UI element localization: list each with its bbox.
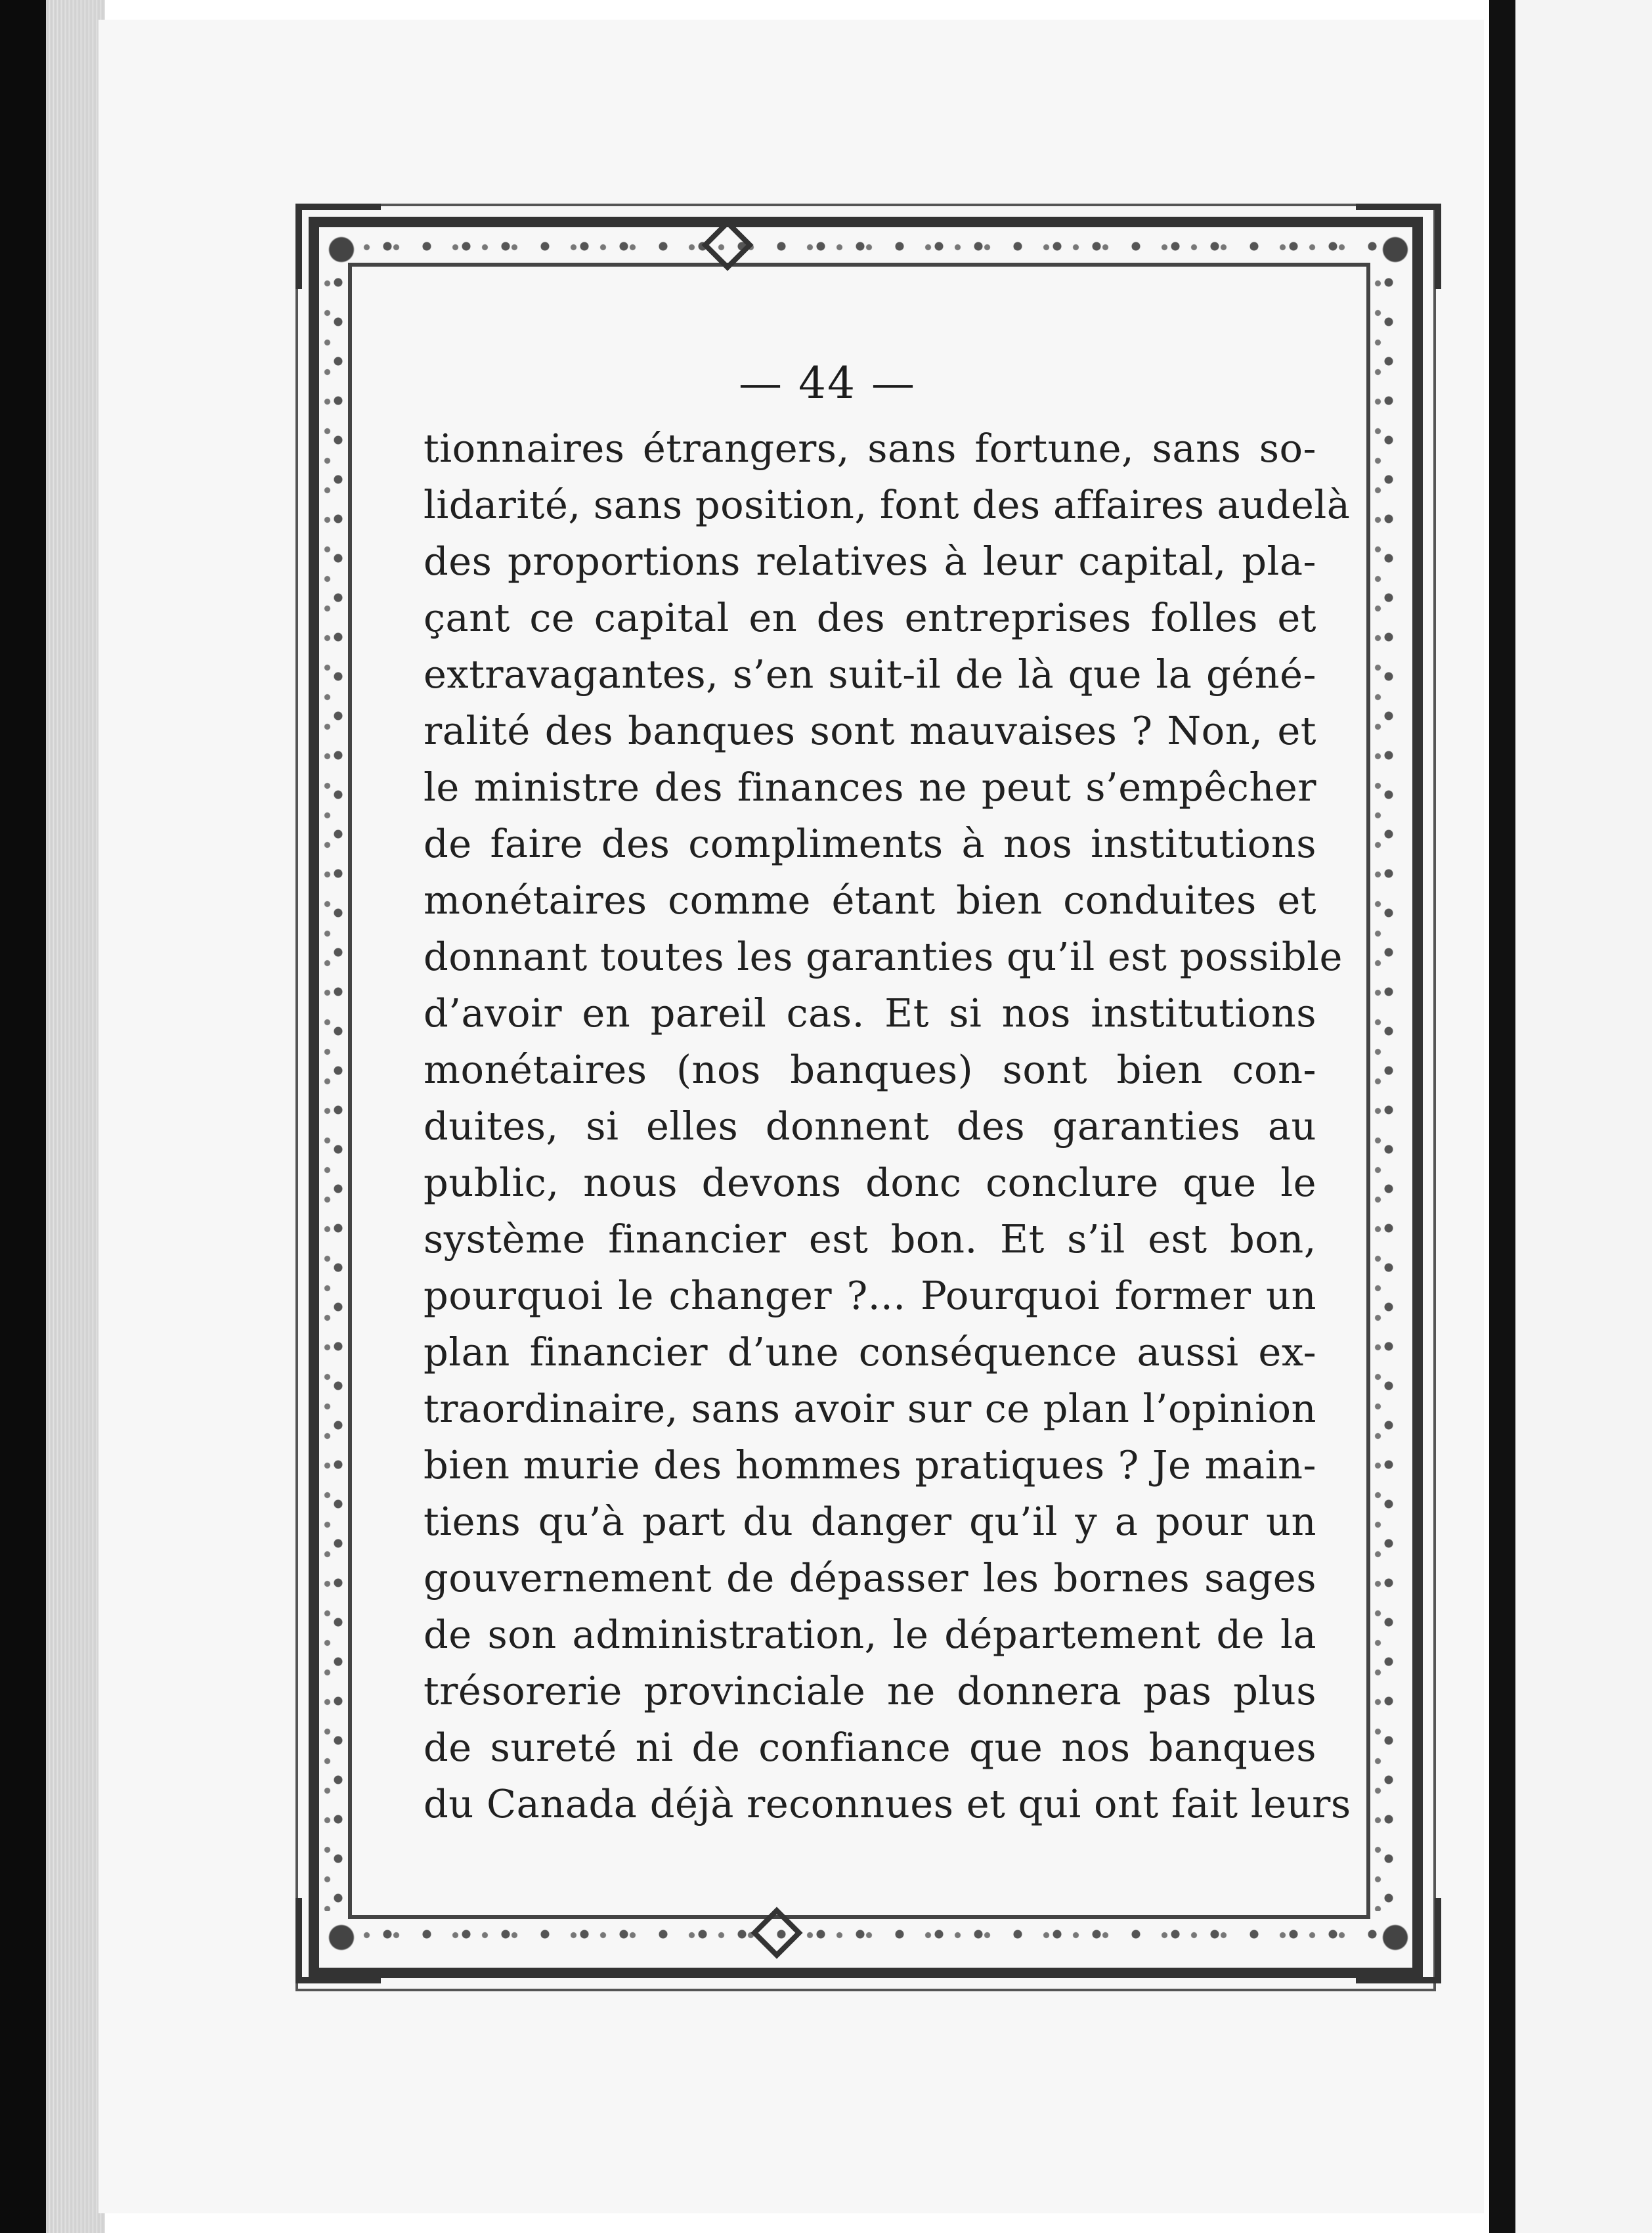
text-line: duites, si elles donnent des garanties au — [424, 1103, 1316, 1149]
text-line: plan financier d’une conséquence aussi ex- — [424, 1329, 1316, 1375]
frame-corner-bottom-right — [1356, 1898, 1441, 1983]
text-line: de son administration, le département de la — [424, 1612, 1316, 1657]
text-line: monétaires comme étant bien conduites et — [424, 877, 1316, 923]
page-number: — 44 — — [739, 358, 916, 409]
page-stack-edges — [46, 0, 105, 2233]
text-line: trésorerie provinciale ne donnera pas plus — [424, 1668, 1316, 1713]
book-gutter — [1489, 0, 1515, 2233]
text-line: tiens qu’à part du danger qu’il y a pour un — [424, 1499, 1316, 1544]
facing-page — [1515, 0, 1652, 2233]
text-line: ralité des banques sont mauvaises ? Non, et — [424, 708, 1316, 753]
frame-corner-bottom-left — [295, 1898, 381, 1983]
text-line: donnant toutes les garanties qu’il est possible — [424, 934, 1343, 979]
text-line: des proportions relatives à leur capital, pla- — [424, 539, 1316, 584]
text-line: bien murie des hommes pratiques ? Je main- — [424, 1442, 1316, 1488]
text-line: gouvernement de dépasser les bornes sages — [424, 1555, 1316, 1601]
text-line: le ministre des finances ne peut s’empêcher — [424, 764, 1316, 810]
body-text — [424, 420, 1351, 1832]
frame-corner-top-right — [1356, 204, 1441, 289]
scanner-margin — [0, 0, 46, 2233]
text-line: public, nous devons donc conclure que le — [424, 1160, 1316, 1205]
text-line: tionnaires étrangers, sans fortune, sans so- — [424, 426, 1316, 471]
text-line: système financier est bon. Et s’il est bon, — [424, 1216, 1316, 1262]
text-line: de sureté ni de confiance que nos banques — [424, 1725, 1316, 1770]
text-line: d’avoir en pareil cas. Et si nos institutions — [424, 990, 1316, 1036]
text-line: extravagantes, s’en suit-il de là que la géné- — [424, 652, 1316, 697]
text-line: monétaires (nos banques) sont bien con- — [424, 1047, 1316, 1092]
text-line: traordinaire, sans avoir sur ce plan l’opinion — [424, 1386, 1316, 1431]
text-line: du Canada déjà reconnues et qui ont fait leurs — [424, 1781, 1351, 1826]
text-line: de faire des compliments à nos institutions — [424, 821, 1316, 866]
text-line: lidarité, sans position, font des affaires audelà — [424, 482, 1351, 527]
frame-corner-top-left — [295, 204, 381, 289]
text-line: çant ce capital en des entreprises folles et — [424, 595, 1316, 640]
text-line: pourquoi le changer ?... Pourquoi former un — [424, 1273, 1316, 1318]
